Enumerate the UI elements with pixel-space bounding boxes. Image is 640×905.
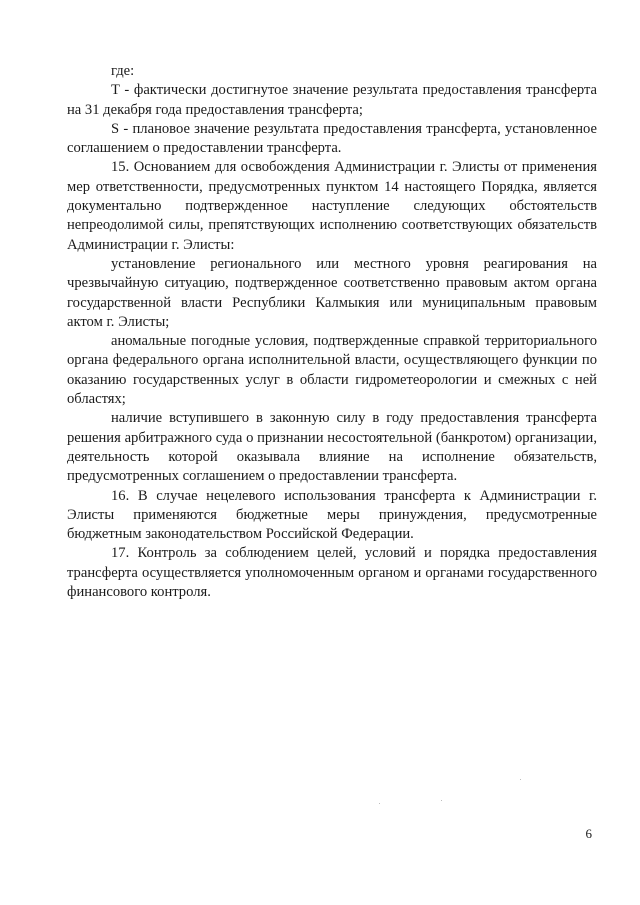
- clause-15-item-emergency: установление регионального или местного уровня реагирования на чрезвычайную ситуацию, подтвержденное соответственно правовым актом органа государственной власти Республики Калмыкия или муниципальным правовым актом г. Элисты;: [67, 255, 597, 330]
- clause-15-item-bankruptcy: наличие вступившего в законную силу в году предоставления трансферта решения арбитражного суда о признании несостоятельной (банкротом) организации, деятельность которой оказывала влияние на исполнение обязательств, предусмотренных соглашением о предоставлении трансферта.: [67, 410, 597, 485]
- where-label: где:: [111, 63, 135, 79]
- page-number: 6: [585, 826, 592, 841]
- definition-t: T - фактически достигнутое значение результата предоставления трансферта на 31 декабря года предоставления трансферта;: [67, 82, 597, 118]
- scan-speck: [520, 779, 521, 780]
- document-body: [67, 62, 597, 602]
- scan-speck: [441, 800, 442, 801]
- definition-s: S - плановое значение результата предоставления трансферта, установленное соглашением о предоставлении трансферта.: [67, 120, 597, 157]
- clause-16: 16. В случае нецелевого использования трансферта к Администрации г. Элисты применяются бюджетные меры принуждения, предусмотренные бюджетным законодательством Российской Федерации.: [67, 487, 597, 543]
- scan-speck: [379, 803, 380, 804]
- clause-15: 15. Основанием для освобождения Администрации г. Элисты от применения мер ответственности, предусмотренных пунктом 14 настоящего Порядка, является документально подтвержденное наступление следующих обстоятельств непреодолимой силы, препятствующих исполнению соответствующих обязательств Администрации г. Элисты:: [67, 159, 597, 253]
- clause-15-item-weather: аномальные погодные условия, подтвержденные справкой территориального органа федерального органа исполнительной власти, осуществляющего функции по оказанию государственных услуг в области гидрометеорологии и смежных с ней областях;: [67, 333, 597, 408]
- clause-17: 17. Контроль за соблюдением целей, условий и порядка предоставления трансферта осуществляется уполномоченным органом и органами государственного финансового контроля.: [67, 545, 597, 601]
